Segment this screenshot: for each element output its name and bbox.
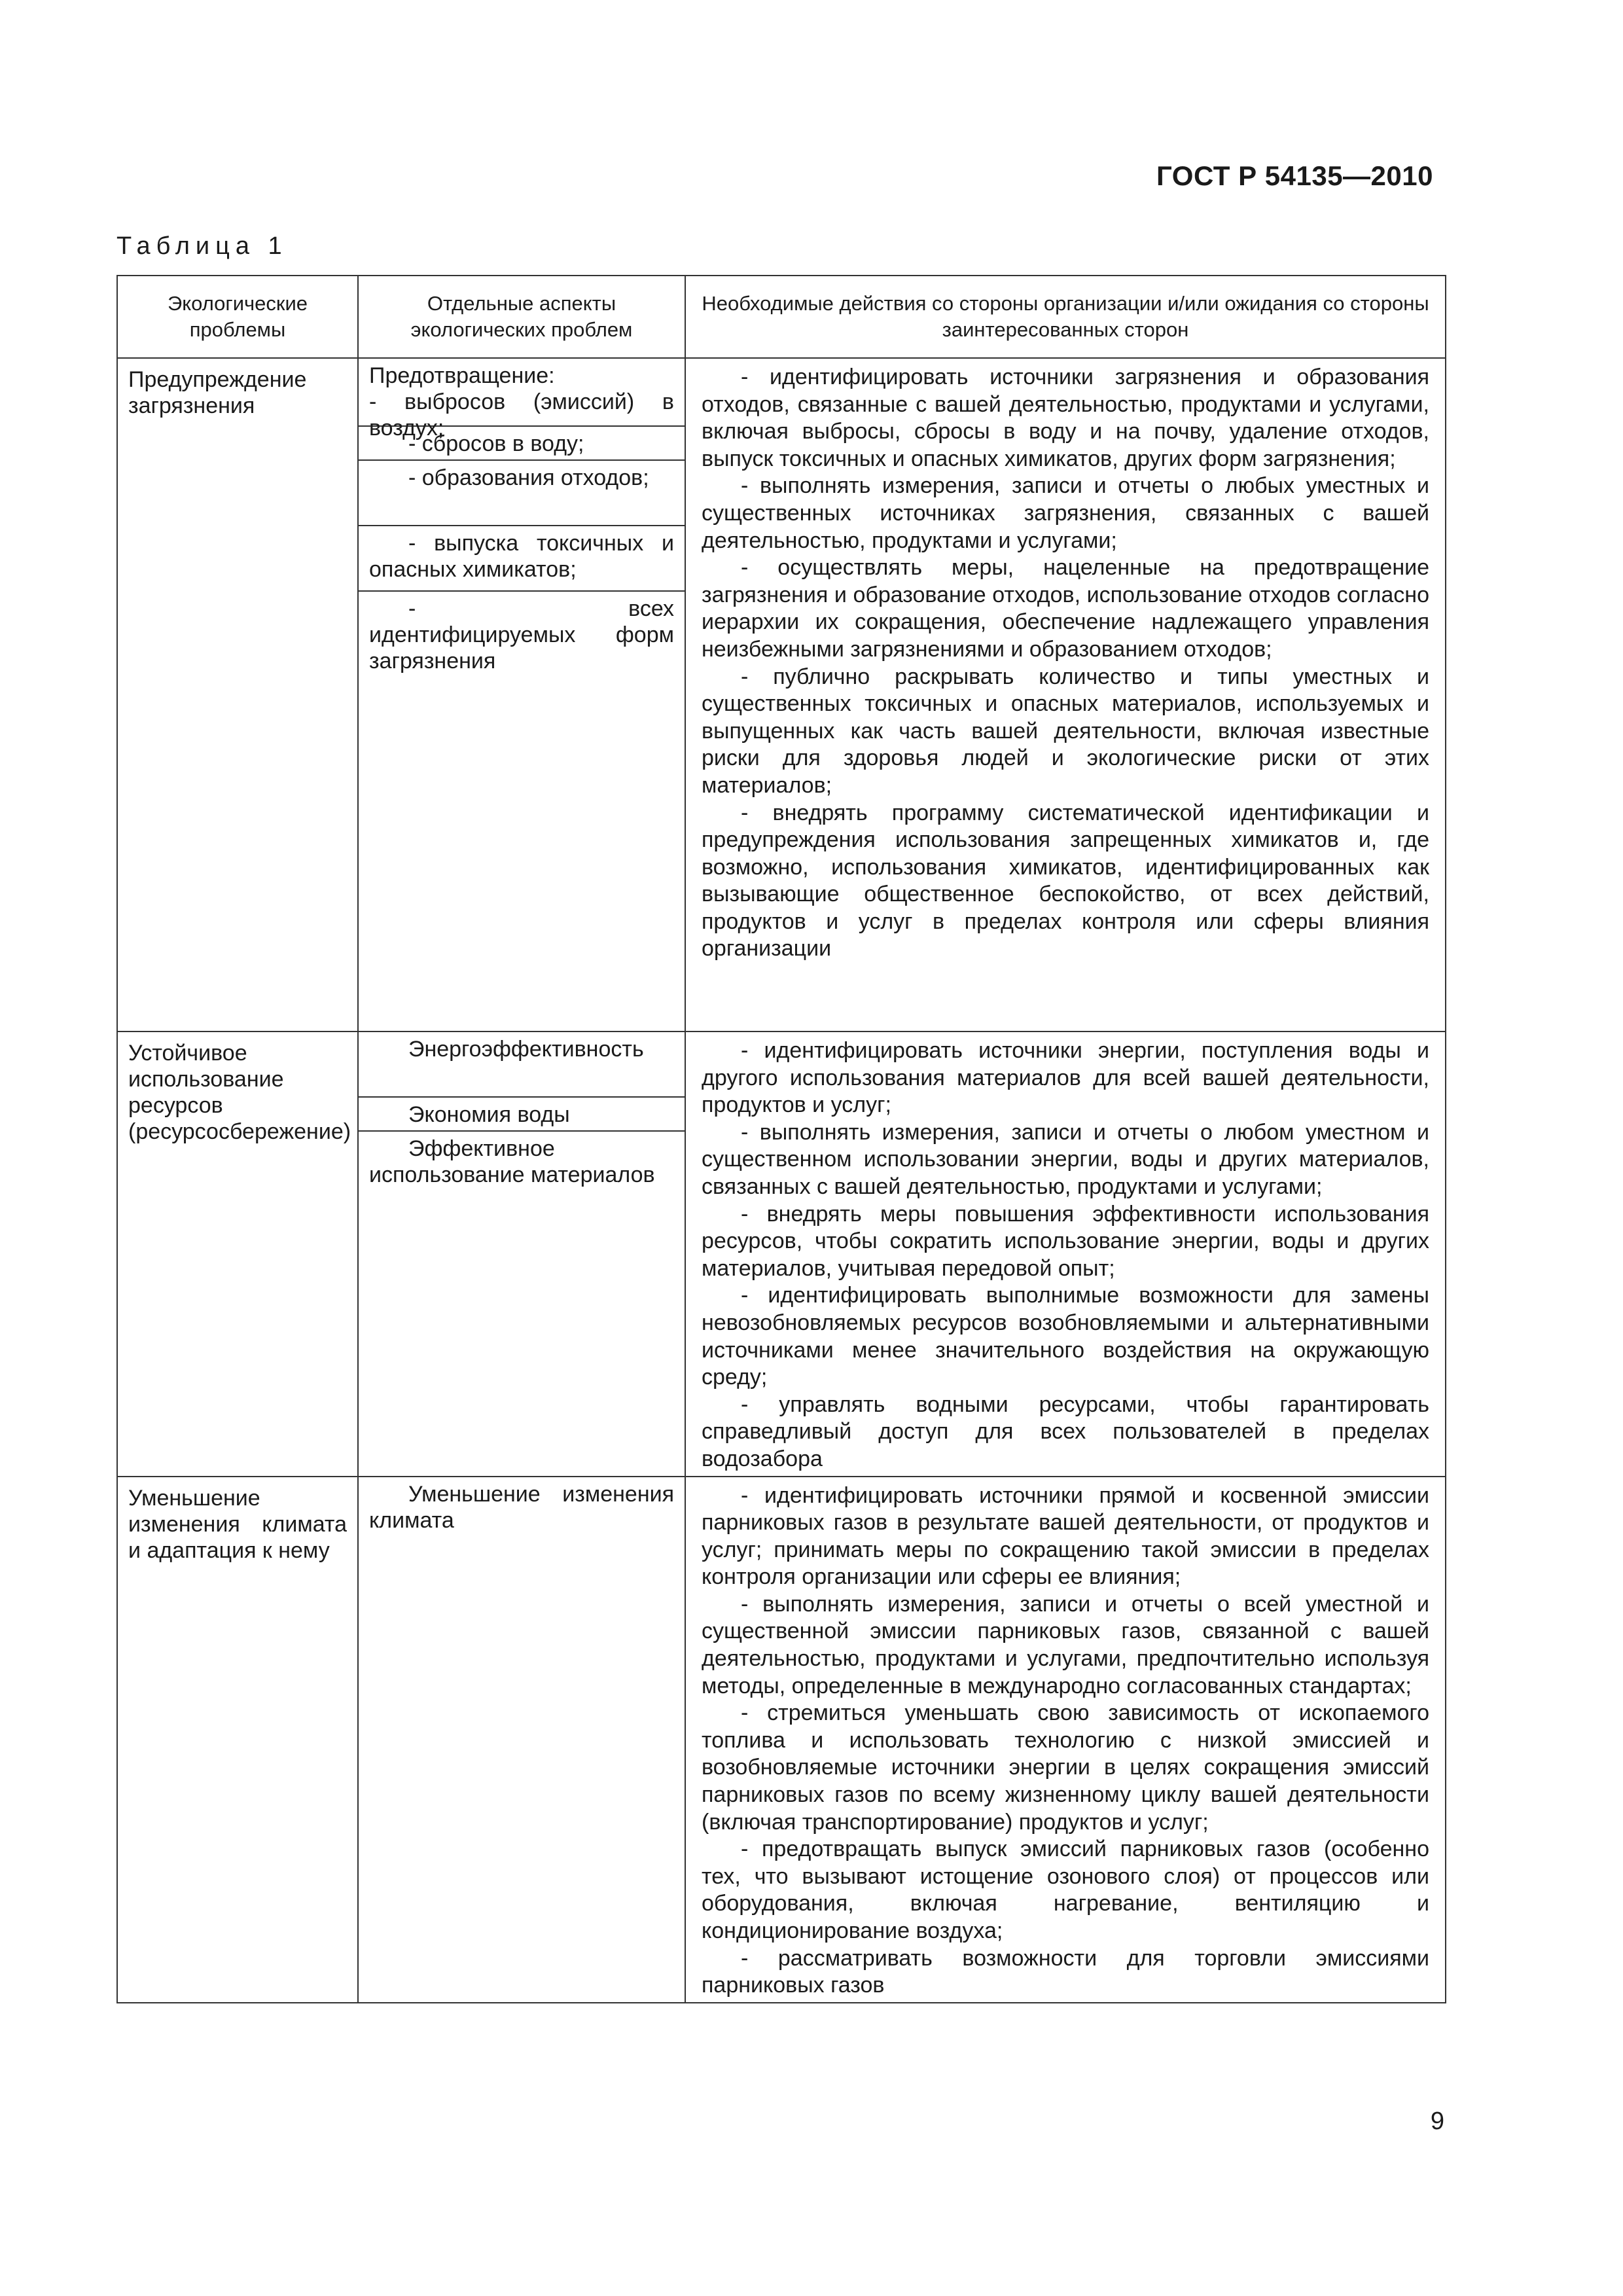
actions-cell	[685, 1477, 1446, 2003]
standard-designation: ГОСТ Р 54135—2010	[1156, 160, 1433, 191]
issue-text: Предупреждение загрязнения	[128, 367, 307, 418]
aspect-item: Энергоэффективность	[359, 1032, 685, 1098]
aspect-item: - всех идентифицируемых форм загрязнения	[369, 596, 674, 673]
action-item: - выполнять измерения, записи и отчеты о всей уместной и существенной эмиссии парниковых газов, связанной с вашей деятельностью, продуктами и услугами, предпочтительно используя методы, определенные в международно согласованных стандартах;	[702, 1591, 1429, 1698]
issue-text: Уменьшение изменения климата и адаптация к нему	[128, 1485, 347, 1563]
action-item: - идентифицировать источники загрязнения и образования отходов, связанные с вашей деятельностью, продуктами и услугами, включая выбросы, сбросы в воду и на почву, удаление отходов, выпуск токсичных и опасных химикатов, других форм загрязнения;	[702, 365, 1429, 471]
aspect-item: Уменьшение изменения климата	[369, 1481, 674, 1533]
actions-cell	[685, 1031, 1446, 1477]
table-row	[117, 358, 1446, 1031]
aspects-cell	[358, 358, 685, 1031]
column-header-issues: Экологические проблемы	[117, 276, 358, 358]
page-number: 9	[1430, 2108, 1444, 2135]
action-item: - публично раскрывать количество и типы уместных и существенных токсичных и опасных материалов, используемых и выпущенных как часть вашей деятельности, включая известные риски для здоровья людей и экологические риски от этих материалов;	[702, 664, 1429, 798]
actions-cell	[685, 358, 1446, 1031]
issue-cell	[117, 1031, 358, 1477]
action-item: - стремиться уменьшать свою зависимость от ископаемого топлива и использовать технологию с низкой эмиссией и возобновляемые источники энергии в целях сокращения эмиссий парниковых газов по всему жизненному циклу вашей деятельности (включая транспортирование) продуктов и услуг;	[702, 1700, 1429, 1835]
action-item: - выполнять измерения, записи и отчеты о любых уместных и существенных источниках загрязнения, связанных с вашей деятельностью, продуктами и услугами;	[702, 473, 1429, 553]
aspects-cell	[358, 1031, 685, 1477]
action-item: - управлять водными ресурсами, чтобы гарантировать справедливый доступ для всех пользователей в пределах водозабора	[702, 1391, 1429, 1471]
action-item: - внедрять меры повышения эффективности использования ресурсов, чтобы сократить использование энергии, воды и других материалов, учитывая передовой опыт;	[702, 1201, 1429, 1281]
aspect-item: Предотвращение: - выбросов (эмиссий) в воздух;	[359, 359, 685, 427]
action-item: - идентифицировать выполнимые возможности для замены невозобновляемых ресурсов возобновляемыми и альтернативными источниками менее значительного воздействия на окружающую среду;	[702, 1283, 1429, 1390]
column-header-actions: Необходимые действия со стороны организации и/или ожидания со стороны заинтересованных сторон	[685, 276, 1446, 358]
aspect-item: - сбросов в воду;	[359, 427, 685, 461]
action-item: - рассматривать возможности для торговли эмиссиями парниковых газов	[702, 1945, 1429, 1998]
action-item: - выполнять измерения, записи и отчеты о любом уместном и существенном использовании энергии, воды и других материалов, связанных с вашей деятельностью, продуктами и услугами;	[702, 1119, 1429, 1199]
actions-text	[686, 359, 1445, 965]
action-item: - идентифицировать источники энергии, поступления воды и другого использования материалов для всей вашей деятельности, продуктов и услуг;	[702, 1038, 1429, 1118]
action-item: - осуществлять меры, нацеленные на предотвращение загрязнения и образование отходов, использование отходов согласно иерархии их сокращения, обеспечение надлежащего управления неизбежными загрязнениями и образованием отходов;	[702, 555, 1429, 662]
action-item: - предотвращать выпуск эмиссий парниковых газов (особенно тех, что вызывают истощение озонового слоя) от процессов или оборудования, включая нагревание, вентиляцию и кондиционирование воздуха;	[702, 1837, 1429, 1943]
issue-cell	[117, 358, 358, 1031]
table-row	[117, 1031, 1446, 1477]
issue-text: Устойчивое использование ресурсов (ресурсосбережение)	[128, 1041, 351, 1144]
issue-cell	[117, 1477, 358, 2003]
aspect-item: - образования отходов;	[359, 461, 685, 526]
aspect-item: Экономия воды	[359, 1098, 685, 1132]
aspect-item: - выпуска токсичных и опасных химикатов;	[359, 526, 685, 592]
actions-text	[686, 1477, 1445, 2002]
actions-text	[686, 1032, 1445, 1476]
table-header-row	[117, 276, 1446, 358]
aspect-item: Эффективное использование материалов	[369, 1136, 655, 1187]
column-header-aspects: Отдельные аспекты экологических проблем	[358, 276, 685, 358]
action-item: - идентифицировать источники прямой и косвенной эмиссии парниковых газов в результате вашей деятельности, от продуктов и услуг; принимать меры по сокращению такой эмиссии в пределах контроля организации или сферы ее влияния;	[702, 1482, 1429, 1590]
environmental-issues-table	[116, 275, 1446, 2003]
table-caption: Таблица 1	[116, 232, 288, 260]
table-row	[117, 1477, 1446, 2003]
aspects-cell	[358, 1477, 685, 2003]
action-item: - внедрять программу систематической идентификации и предупреждения использования запрещенных химикатов и, где возможно, использования химикатов, идентифицированных как вызывающие общественное беспокойство, от всех действий, продуктов и услуг в пределах контроля или сферы влияния организации	[702, 800, 1429, 961]
